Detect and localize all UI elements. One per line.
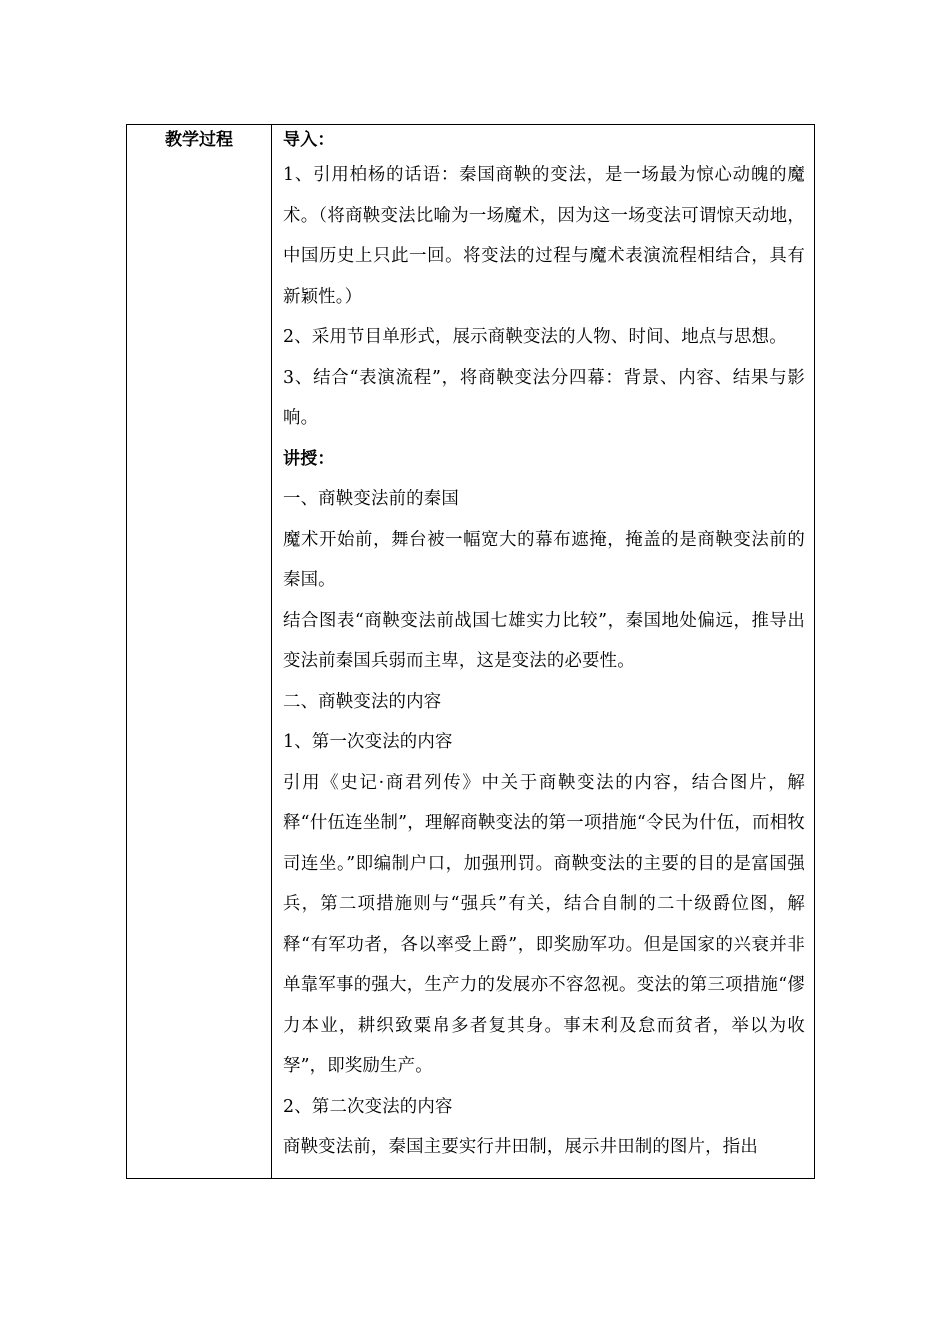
lesson-table xyxy=(126,124,815,1179)
section-2-title: 二、商鞅变法的内容 xyxy=(283,691,442,712)
subsection-2-title: 2、第二次变法的内容 xyxy=(283,1096,453,1117)
intro-heading: 导入： xyxy=(283,130,335,150)
content-cell xyxy=(283,125,805,1168)
intro-paragraph-2: 2、采用节目单形式，展示商鞅变法的人物、时间、地点与思想。 xyxy=(283,327,787,347)
column-divider xyxy=(271,125,272,1178)
subsection-2-paragraph: 商鞅变法前，秦国主要实行井田制，展示井田制的图片，指出 xyxy=(283,1137,758,1157)
subsection-1-title: 1、第一次变法的内容 xyxy=(283,732,453,752)
intro-paragraph-1: 1、引用柏杨的话语：秦国商鞅的变法，是一场最为惊心动魄的魔术。（将商鞅变法比喻为一场魔术，因为这一场变法可谓惊天动地，中国历史上只此一回。将变法的过程与魔术表演流程相结合，具有新颖性。） xyxy=(283,165,805,307)
section-1-paragraph-2: 结合图表“商鞅变法前战国七雄实力比较”，秦国地处偏远，推导出变法前秦国兵弱而主卑，这是变法的必要性。 xyxy=(283,610,805,671)
lecture-heading: 讲授： xyxy=(283,448,335,469)
label-cell xyxy=(127,125,271,153)
subsection-1-paragraph: 引用《史记·商君列传》中关于商鞅变法的内容，结合图片，解释“什伍连坐制”，理解商鞅变法的第一项措施“令民为什伍，而相牧司连坐。”即编制户口，加强刑罚。商鞅变法的主要的目的是富国强兵，第二项措施则与“强兵”有关，结合自制的二十级爵位图，解释“有军功者，各以率受上爵”，即奖励军功。但是国家的兴衰并非单靠军事的强大，生产力的发展亦不容忽视。变法的第三项措施“僇力本业，耕织致粟帛多者复其身。事末利及怠而贫者，举以为收孥”，即奖励生产。 xyxy=(283,772,805,1076)
intro-paragraph-3: 3、结合“表演流程”，将商鞅变法分四幕：背景、内容、结果与影响。 xyxy=(283,367,805,428)
section-1-title: 一、商鞅变法前的秦国 xyxy=(283,489,459,509)
row-label: 教学过程 xyxy=(165,130,233,150)
section-1-paragraph-1: 魔术开始前，舞台被一幅宽大的幕布遮掩，掩盖的是商鞅变法前的秦国。 xyxy=(283,529,805,590)
